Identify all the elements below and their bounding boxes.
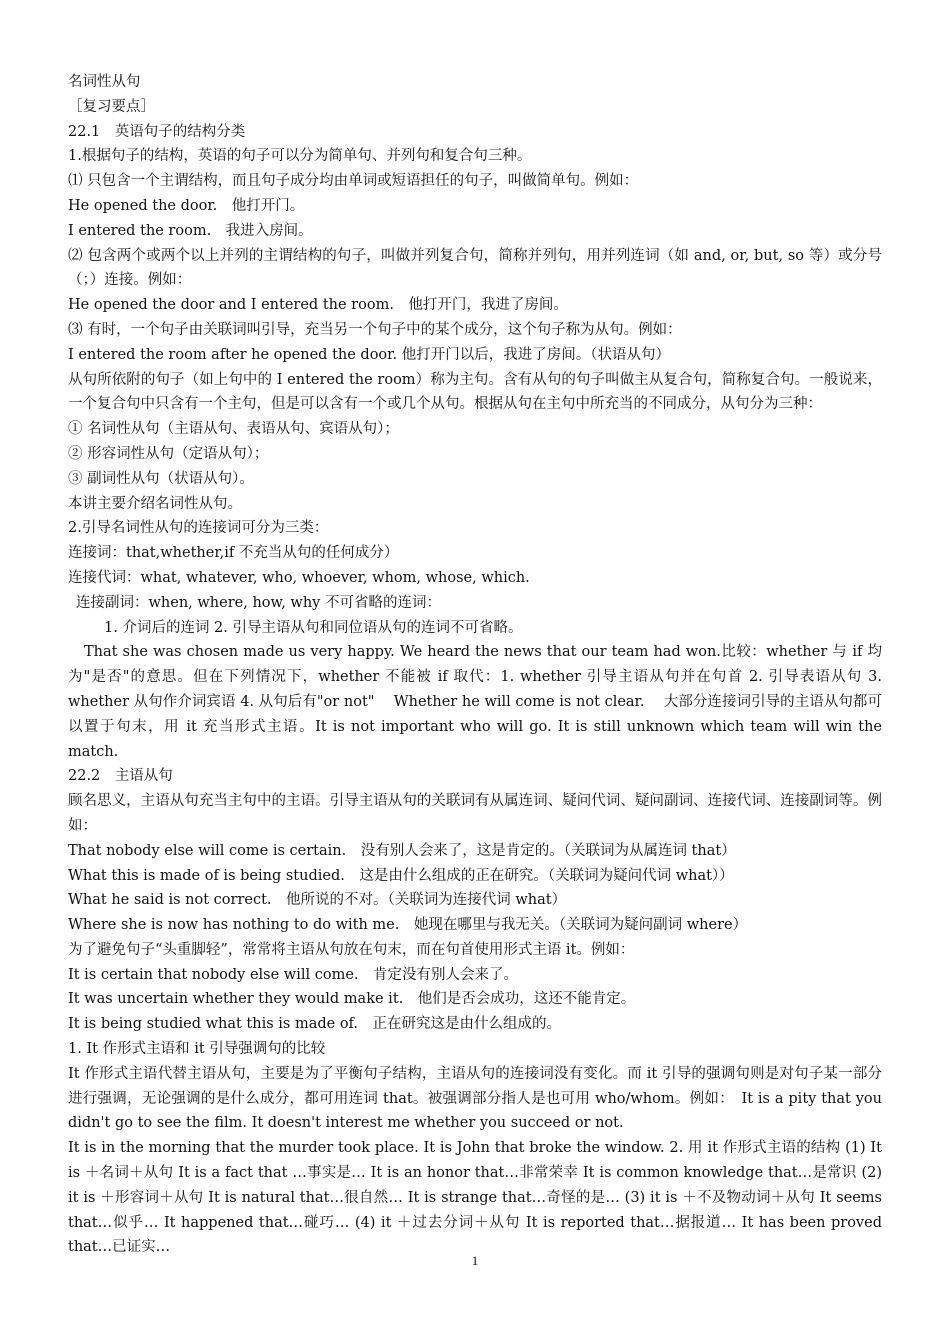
document-title: 名词性从句 [68,74,141,90]
paragraph: ⑵ 包含两个或两个以上并列的主谓结构的句子，叫做并列复合句，简称并列句，用并列连词（如 and, or, but, so 等）或分号（；）连接。例如： [68,247,882,289]
example-sentence: What he said is not correct. 他所说的不对。（关联词为连接代词 what） [68,892,567,909]
example-sentence: Where she is now has nothing to do with me. 她现在哪里与我无关。（关联词为疑问副词 where） [68,917,748,934]
paragraph: 从句所依附的句子（如上句中的 I entered the room）称为主句。含有从句的句子叫做主从复合句，简称复合句。一般说来，一个复合句中只含有一个主句，但是可以含有一个或几个从句。根据从句在主句中所充当的不同成分，从句分为三种： [68,371,882,413]
example-sentence: It is being studied what this is made of. 正在研究这是由什么组成的。 [68,1016,562,1033]
document-body [68,70,882,1260]
paragraph: 顾名思义，主语从句充当主句中的主语。引导主语从句的关联词有从属连词、疑问代词、疑问副词、连接代词、连接副词等。例如： [68,793,882,834]
example-sentence: He opened the door and I entered the room. 他打开门，我进了房间。 [68,297,568,314]
list-item: ② 形容词性从句（定语从句）； [68,445,269,462]
example-sentence: It is certain that nobody else will come. 肯定没有别人会来了。 [68,966,519,983]
example-sentence: What this is made of is being studied. 这是由什么组成的正在研究。（关联词为疑问代词 what）） [68,867,734,884]
example-sentence: I entered the room after he opened the door. 他打开门以后，我进了房间。（状语从句） [68,346,670,363]
paragraph: That she was chosen made us very happy. We heard the news that our team had won.比较：whether 与 if 均为"是否"的意思。但在下列情况下，whether 不能被 if 取代：1. whether 引导主语从句并在句首 2. 引导表语从句 3. whether 从句作介词宾语 4. 从句后有"or not" Whether he will come is not clear. 大部分连接词引导的主语从句都可以置于句末，用 it 充当形式主语。It is not important who will go. It is still unknown which team will win the match. [68,644,882,760]
connective-note: 1. 介词后的连词 2. 引导主语从句和同位语从句的连词不可省略。 [104,619,523,636]
paragraph: 为了避免句子“头重脚轻”，常常将主语从句放在句末，而在句首使用形式主语 it。例如： [68,941,635,958]
paragraph: ⑶ 有时，一个句子由关联词叫引导，充当另一个句子中的某个成分，这个句子称为从句。例如： [68,321,682,338]
section-22-1-title: 22.1 英语句子的结构分类 [68,123,246,140]
section-22-2-title: 22.2 主语从句 [68,768,173,785]
connective-category: 连接副词：when, where, how, why 不可省略的连词： [76,594,441,611]
list-item: ③ 副词性从句（状语从句）。 [68,470,254,487]
example-sentence: He opened the door. 他打开门。 [68,197,305,214]
review-points-heading: ［复习要点］ [68,98,155,115]
connective-category: 连接词：that,whether,if 不充当从句的任何成分） [68,545,399,562]
paragraph: 本讲主要介绍名词性从句。 [68,495,242,512]
paragraph: It is in the morning that the murder took place. It is John that broke the window. 2. 用 it 作形式主语的结构 (1) It is ＋名词＋从句 It is a fact that …事实是… It is an honor that…非常荣幸 It is common knowledge that…是常识 (2) it is ＋形容词＋从句 It is natural that…很自然… It is strange that…奇怪的是… (3) it is ＋不及物动词＋从句 It seems that…似乎… It happened that…碰巧… (4) it ＋过去分词＋从句 It is reported that…据报道… It has been proved that…已证实… [68,1140,882,1256]
paragraph: 2.引导名词性从句的连接词可分为三类： [68,520,329,537]
paragraph: It 作形式主语代替主语从句，主要是为了平衡句子结构，主语从句的连接词没有变化。而 it 引导的强调句则是对句子某一部分进行强调，无论强调的是什么成分，都可用连词 that。被强调部分指人是也可用 who/whom。例如： It is a pity that you didn't go to see the film. It doesn't interest me whether you succeed or not. [68,1065,882,1132]
example-sentence: I entered the room. 我进入房间。 [68,222,313,239]
page-number: 1 [471,1253,479,1268]
example-sentence: It was uncertain whether they would make it. 他们是否会成功，这还不能肯定。 [68,991,636,1008]
subsection-title: 1. It 作形式主语和 it 引导强调句的比较 [68,1041,326,1058]
example-sentence: That nobody else will come is certain. 没有别人会来了，这是肯定的。（关联词为从属连词 that） [68,842,736,859]
connective-category: 连接代词：what, whatever, who, whoever, whom, whose, which. [68,569,530,586]
list-item: ① 名词性从句（主语从句、表语从句、宾语从句）； [68,421,399,438]
paragraph: ⑴ 只包含一个主谓结构，而且句子成分均由单词或短语担任的句子，叫做简单句。例如： [68,173,639,190]
paragraph: 1.根据句子的结构，英语的句子可以分为简单句、并列句和复合句三种。 [68,148,532,165]
